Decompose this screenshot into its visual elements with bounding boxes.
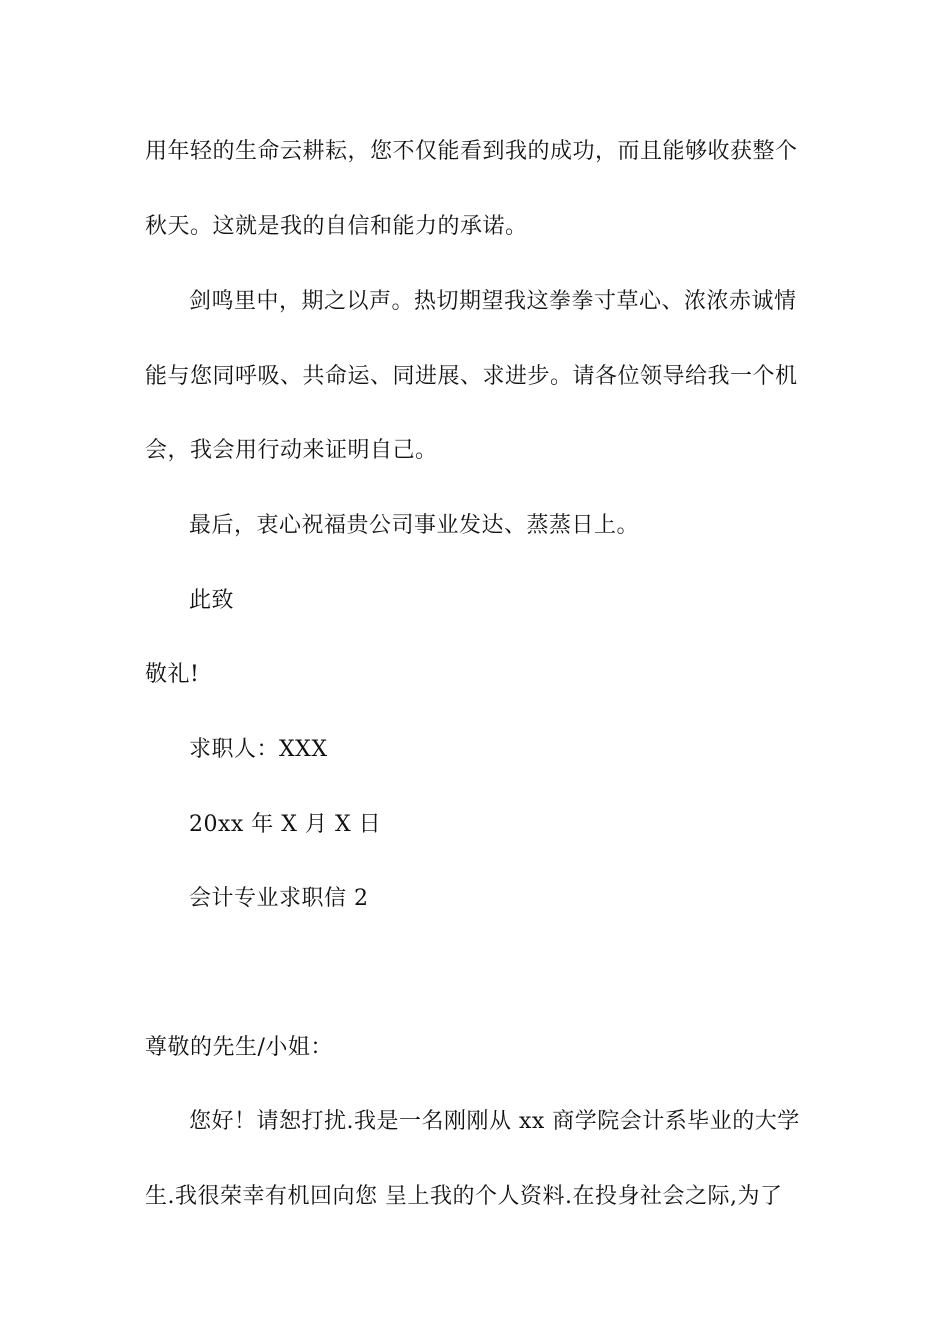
paragraph-line: 秋天。这就是我的自信和能力的承诺。 (145, 214, 528, 239)
applicant-signature: 求职人：XXX (189, 737, 328, 762)
paragraph-line: 最后，衷心祝福贵公司事业发达、蒸蒸日上。 (189, 513, 640, 538)
paragraph-line: 会，我会用行动来证明自己。 (145, 438, 438, 463)
greeting: 尊敬的先生/小姐： (145, 1035, 333, 1060)
paragraph-line: 生.我很荣幸有机回向您 呈上我的个人资料.在投身社会之际,为了 (145, 1184, 783, 1209)
section-heading: 会计专业求职信 2 (189, 886, 369, 911)
closing-salutation: 此致 (189, 588, 235, 613)
paragraph-line: 您好！请恕打扰.我是一名刚刚从 xx 商学院会计系毕业的大学 (189, 1109, 800, 1134)
paragraph-line: 剑鸣里中，期之以声。热切期望我这拳拳寸草心、浓浓赤诚情 (189, 289, 797, 314)
paragraph-line: 用年轻的生命云耕耘，您不仅能看到我的成功，而且能够收获整个 (145, 139, 798, 164)
closing-regards: 敬礼! (145, 662, 200, 687)
paragraph-line: 能与您同呼吸、共命运、同进展、求进步。请各位领导给我一个机 (145, 364, 798, 389)
letter-date: 20xx 年 X 月 X 日 (189, 812, 382, 837)
